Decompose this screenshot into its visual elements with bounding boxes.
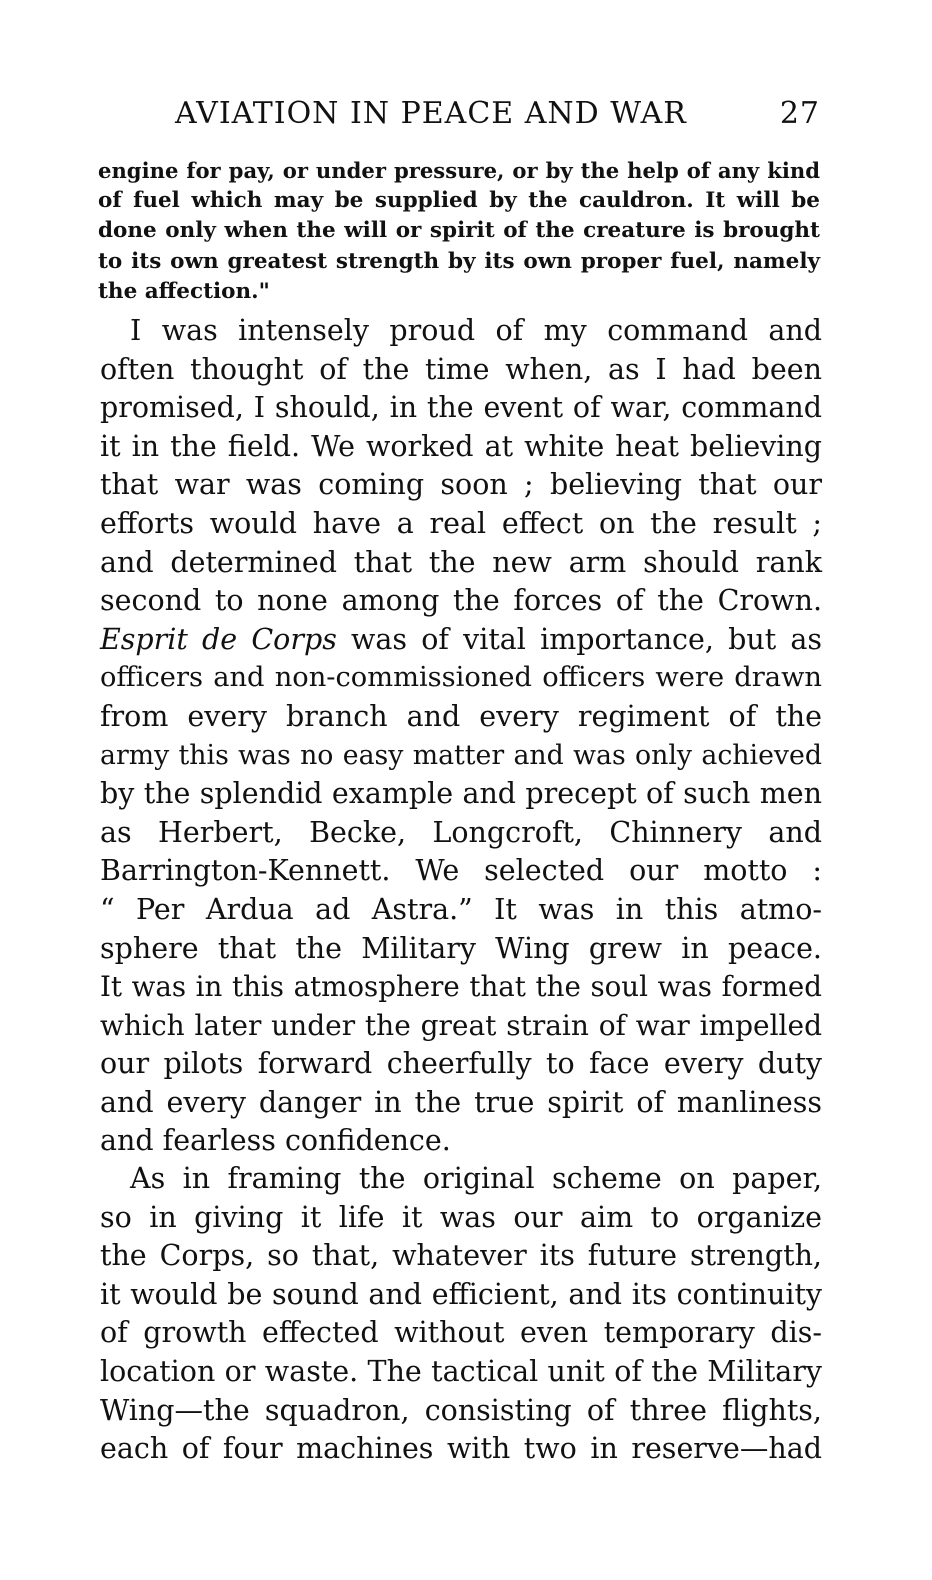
text-line: often thought of the time when, as I had been bbox=[100, 352, 822, 386]
text-line: I was intensely proud of my command and bbox=[130, 314, 822, 347]
text-line: It was in this atmosphere that the soul was formed bbox=[100, 970, 822, 1004]
text-line: which later under the great strain of war impelled bbox=[100, 1008, 822, 1042]
text-line: sphere that the Military Wing grew in peace. bbox=[100, 931, 822, 965]
paragraph-1 bbox=[100, 312, 822, 1161]
text-line: efforts would have a real effect on the result ; bbox=[100, 506, 822, 540]
text-line: the Corps, so that, whatever its future strength, bbox=[100, 1239, 822, 1273]
text-line: As in framing the original scheme on paper, bbox=[130, 1162, 822, 1195]
running-header bbox=[175, 96, 820, 132]
page-number: 27 bbox=[779, 96, 820, 131]
text-line: and determined that the new arm should rank bbox=[100, 545, 822, 579]
text-line: location or waste. The tactical unit of the Military bbox=[100, 1354, 822, 1388]
text-line: and every danger in the true spirit of manliness bbox=[100, 1085, 822, 1119]
quote-line: of fuel which may be supplied by the cauldron. It will be bbox=[98, 188, 820, 214]
text-line: of growth effected without even temporary dis- bbox=[100, 1316, 822, 1350]
italic-phrase: Esprit de Corps bbox=[100, 622, 337, 656]
text-line: that war was coming soon ; believing that our bbox=[100, 468, 822, 502]
text-line: second to none among the forces of the Crown. bbox=[100, 584, 822, 618]
quote-line: the affection." bbox=[98, 278, 270, 304]
text-line: so in giving it life it was our aim to organize bbox=[100, 1200, 822, 1234]
text-line: army this was no easy matter and was only achieved bbox=[100, 739, 822, 771]
text-line: our pilots forward cheerfully to face every duty bbox=[100, 1047, 822, 1081]
quotation-block bbox=[98, 156, 820, 307]
text-line: it in the field. We worked at white heat believing bbox=[100, 429, 822, 463]
quote-line: engine for pay, or under pressure, or by the help of any kind bbox=[98, 158, 820, 183]
paragraph-2 bbox=[100, 1160, 822, 1469]
text-line-rest: was of vital importance, but as bbox=[336, 622, 822, 656]
text-line: from every branch and every regiment of the bbox=[100, 699, 822, 733]
quote-line: done only when the will or spirit of the creature is brought bbox=[98, 218, 820, 244]
text-line: “ Per Ardua ad Astra.” It was in this atmo- bbox=[100, 892, 822, 926]
text-line: Wing—the squadron, consisting of three flights, bbox=[100, 1393, 822, 1427]
text-line: by the splendid example and precept of such men bbox=[100, 777, 822, 811]
text-line: Barrington-Kennett. We selected our motto : bbox=[100, 854, 822, 888]
running-title: AVIATION IN PEACE AND WAR bbox=[175, 96, 687, 131]
text-line: as Herbert, Becke, Longcroft, Chinnery and bbox=[100, 815, 822, 849]
text-line: and fearless confidence. bbox=[100, 1124, 451, 1158]
quote-line: to its own greatest strength by its own proper fuel, namely bbox=[98, 248, 820, 274]
text-line: officers and non-commissioned officers were drawn bbox=[100, 662, 822, 694]
text-line: promised, I should, in the event of war, command bbox=[100, 391, 822, 425]
text-line: it would be sound and efficient, and its continuity bbox=[100, 1277, 822, 1311]
text-line bbox=[100, 621, 822, 660]
text-line: each of four machines with two in reserve—had bbox=[100, 1432, 822, 1466]
